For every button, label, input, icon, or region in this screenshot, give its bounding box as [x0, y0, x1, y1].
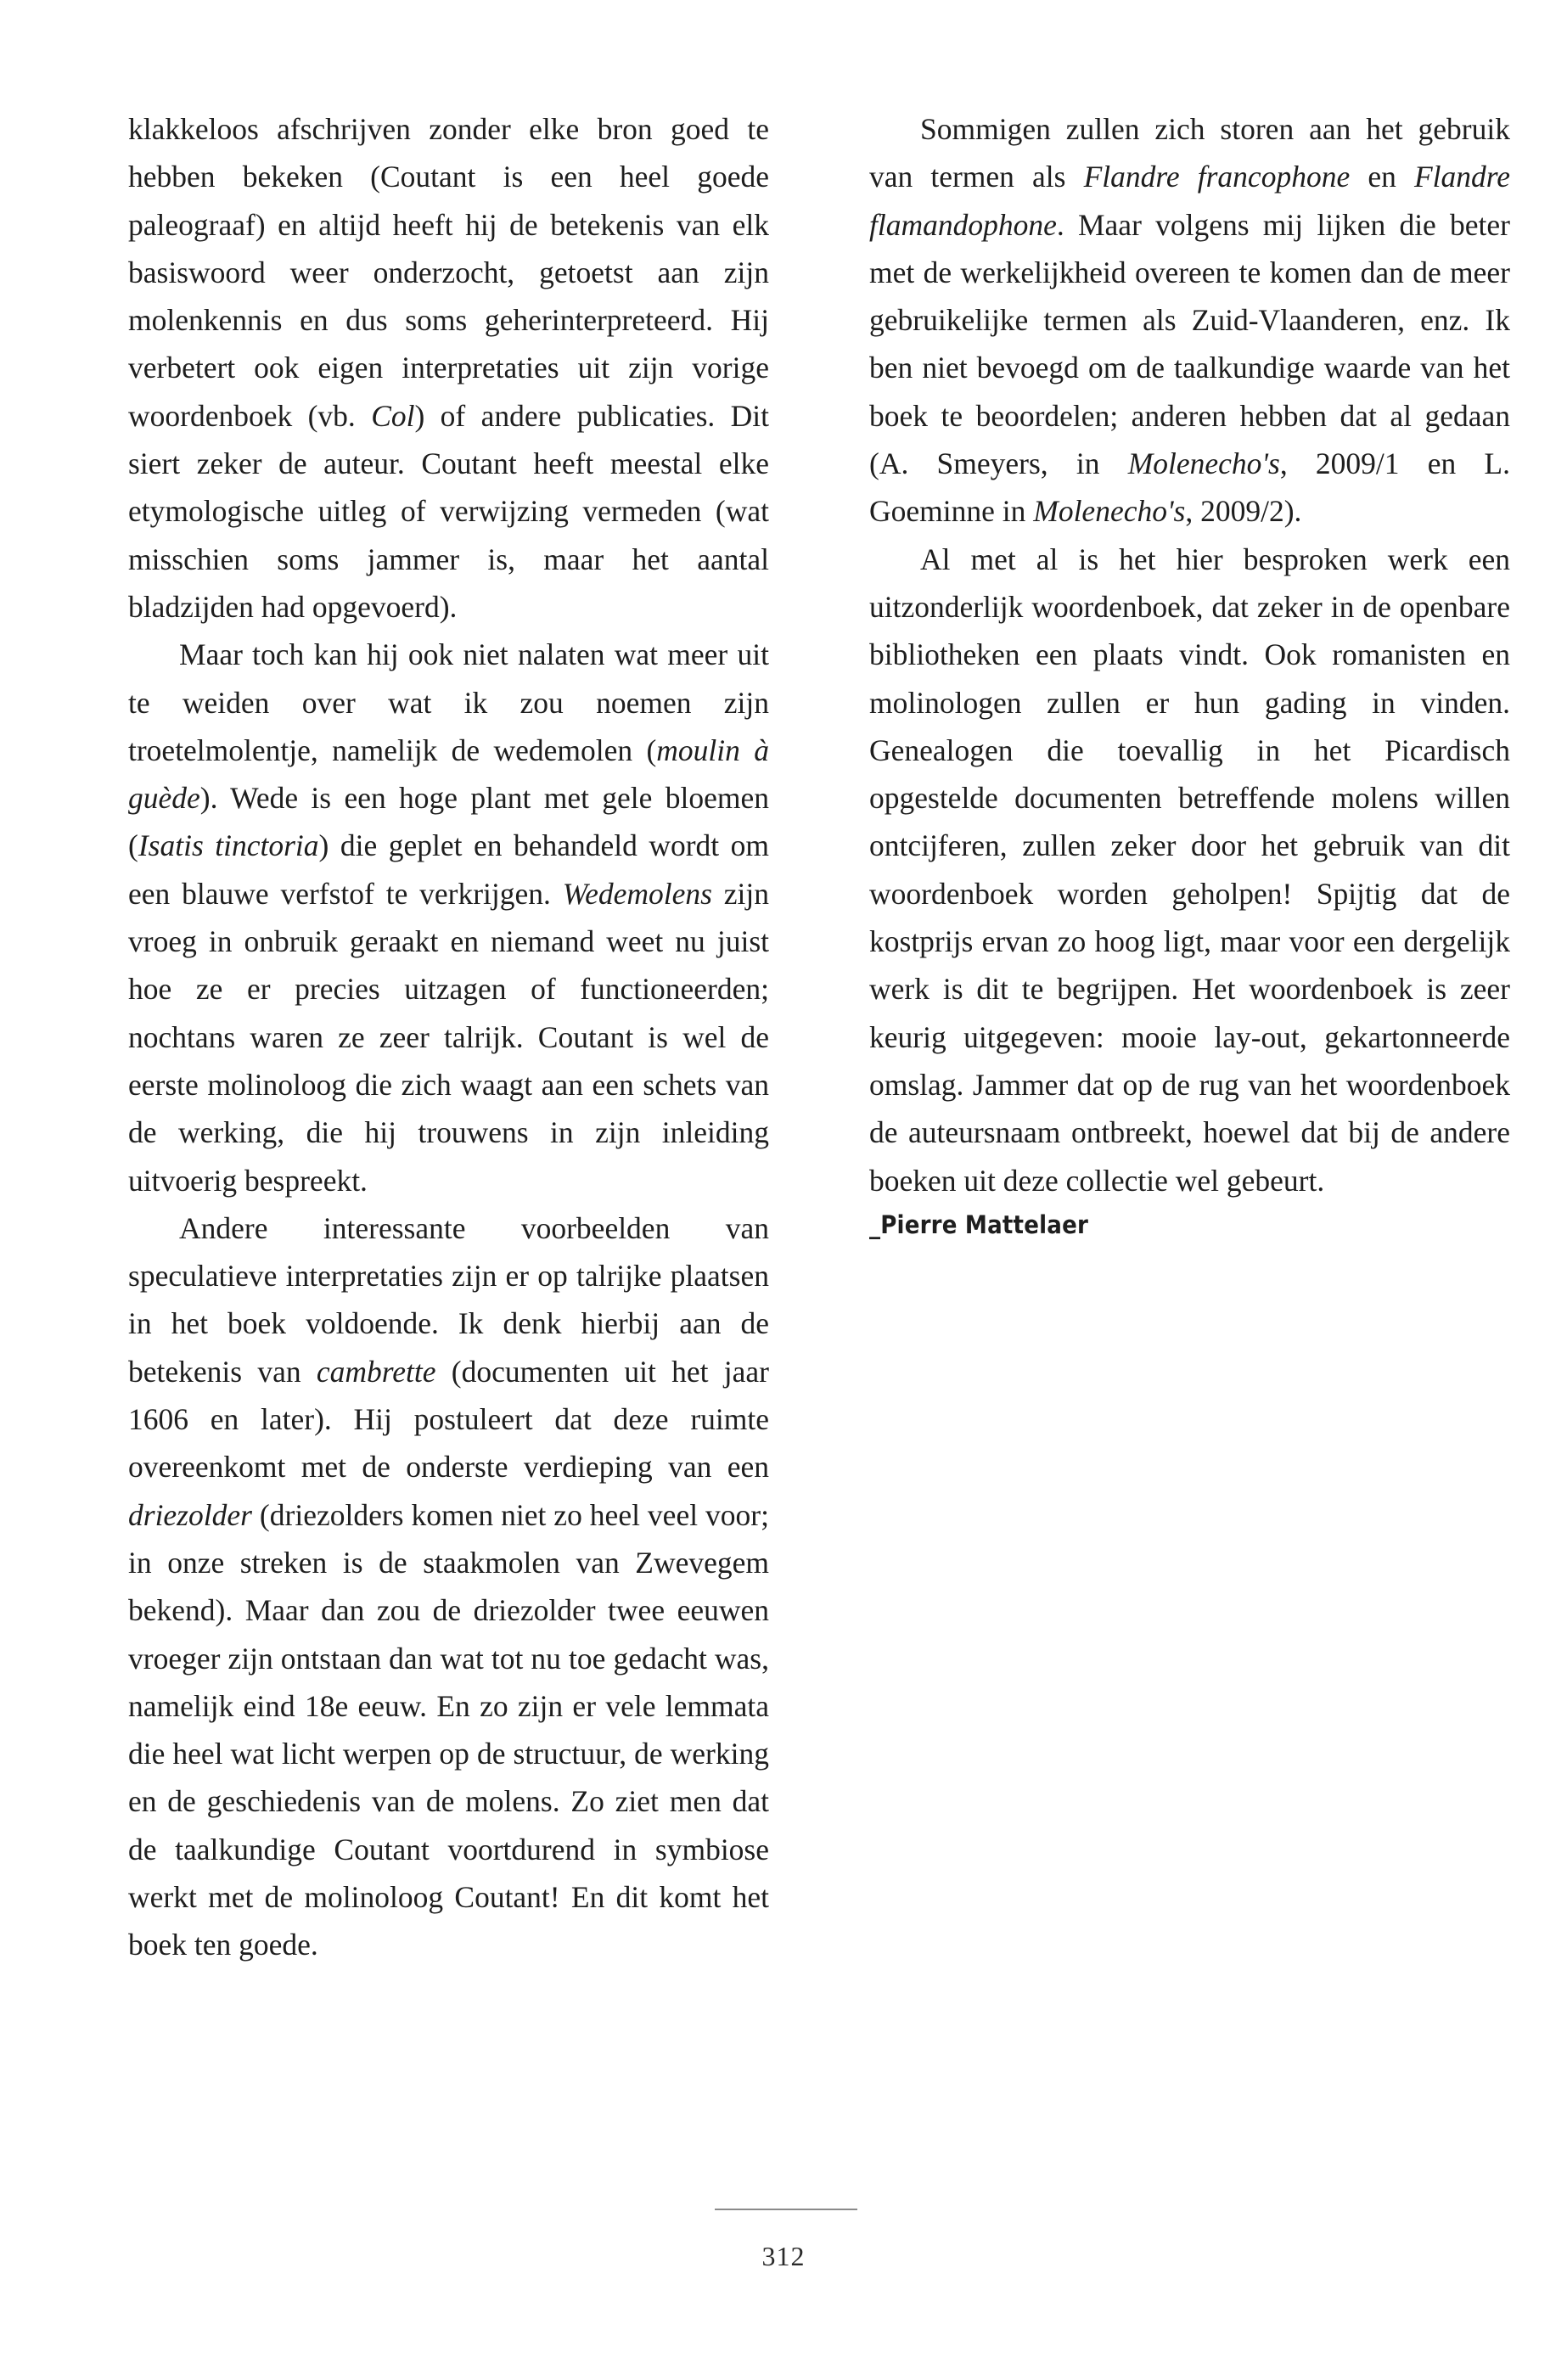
right-column [869, 105, 1510, 1242]
left-column [128, 105, 769, 1969]
text-run: ) die geplet en behandeld wordt om een blauwe verfstof te verkrijgen. [128, 828, 769, 911]
text-run: Maar toch kan hij ook niet nalaten wat meer uit te weiden over wat ik zou noemen zijn troetelmolentje, namelijk de wedemolen ( [128, 637, 769, 767]
text-run: Al met al is het hier besproken werk een uitzonderlijk woordenboek, dat zeker in de openbare bibliotheken een plaats vindt. Ook romanisten en molinologen zullen er hun gading in vinden. Genealogen die toevallig in het Picardisch opgestelde documenten betreffende molens willen ontcijferen, zullen zeker door het gebruik van dit woordenboek worden geholpen! Spijtig dat de kostprijs ervan zo hoog ligt, maar voor een dergelijk werk is dit te begrijpen. Het woordenboek is zeer keurig uitgegeven: mooie lay-out, gekartonneerde omslag. Jammer dat op de rug van het woordenboek de auteursnaam ontbreekt, hoewel dat bij de andere boeken uit deze collectie wel gebeurt. [869, 542, 1510, 1198]
italic-run: Wedemolens [562, 876, 712, 911]
footer-divider [715, 2209, 857, 2210]
italic-run: driezolder [128, 1497, 252, 1532]
italic-run: Flandre flamandophone [869, 160, 1510, 242]
text-run: en [1350, 160, 1414, 194]
text-run: , 2009/1 en L. Goeminne in [869, 446, 1510, 529]
text-run: , 2009/2). [1185, 494, 1302, 529]
paragraph [128, 1204, 769, 1969]
text-run: ) of andere publicaties. Dit siert zeker de auteur. Coutant heeft meestal elke etymologische uitleg of verwijzing vermeden (wat misschien soms jammer is, maar het aantal bladzijden had opgevoerd). [128, 398, 770, 624]
text-run: zijn vroeg in onbruik geraakt en niemand weet nu juist hoe ze er precies uitzagen of functioneerden; nochtans waren ze zeer talrijk. Coutant is wel de eerste molinoloog die zich waagt aan een schets van de werking, die hij trouwens in zijn inleiding uitvoerig bespreekt. [128, 876, 769, 1198]
text-run: (documenten uit het jaar 1606 en later). Hij postuleert dat deze ruimte overeenkomt met de onderste verdieping van een [128, 1354, 769, 1485]
paragraph [869, 105, 1510, 536]
paragraph [869, 536, 1510, 1204]
text-run: Sommigen zullen zich storen aan het gebruik van termen als [869, 112, 1510, 194]
italic-run: Molenecho's [1033, 494, 1186, 529]
text-run: klakkeloos afschrijven zonder elke bron goed te hebben bekeken (Coutant is een heel goede paleograaf) en altijd heeft hij de betekenis van elk basiswoord weer onderzocht, getoetst aan zijn molenkennis en dus soms geherinterpreteerd. Hij verbetert ook eigen interpretaties uit zijn vorige woordenboek (vb. [128, 112, 769, 433]
paragraph [128, 631, 769, 1204]
italic-run: moulin à guède [128, 733, 769, 816]
paragraph [128, 105, 769, 631]
text-run: . Maar volgens mij lijken die beter met de werkelijkheid overeen te komen dan de meer gebruikelijke termen als Zuid-Vlaanderen, enz. Ik ben niet bevoegd om de taalkundige waarde van het boek te beoordelen; anderen hebben dat al gedaan (A. Smeyers, in [869, 207, 1510, 481]
italic-run: Flandre francophone [1083, 160, 1351, 194]
text-run: Andere interessante voorbeelden van speculatieve interpretaties zijn er op talrijke plaatsen in het boek voldoende. Ik denk hierbij aan de betekenis van [128, 1210, 769, 1389]
italic-run: Col [371, 398, 415, 433]
italic-run: cambrette [316, 1354, 436, 1389]
text-run: (driezolders komen niet zo heel veel voor; in onze streken is de staakmolen van Zwevegem bekend). Maar dan zou de driezolder twee eeuwen vroeger zijn ontstaan dan wat tot nu toe gedacht was, namelijk eind 18e eeuw. En zo zijn er vele lemmata die heel wat licht werpen op de structuur, de werking en de geschiedenis van de molens. Zo ziet men dat de taalkundige Coutant voortdurend in symbiose werkt met de molinoloog Coutant! En dit komt het boek ten goede. [128, 1497, 769, 1962]
text-run: ). Wede is een hoge plant met gele bloemen ( [128, 781, 769, 863]
italic-run: Molenecho's [1127, 446, 1280, 481]
italic-run: Isatis tinctoria [138, 828, 319, 863]
page-number: 312 [761, 2241, 806, 2271]
author-signature: _Pierre Mattelaer [869, 1210, 1089, 1239]
